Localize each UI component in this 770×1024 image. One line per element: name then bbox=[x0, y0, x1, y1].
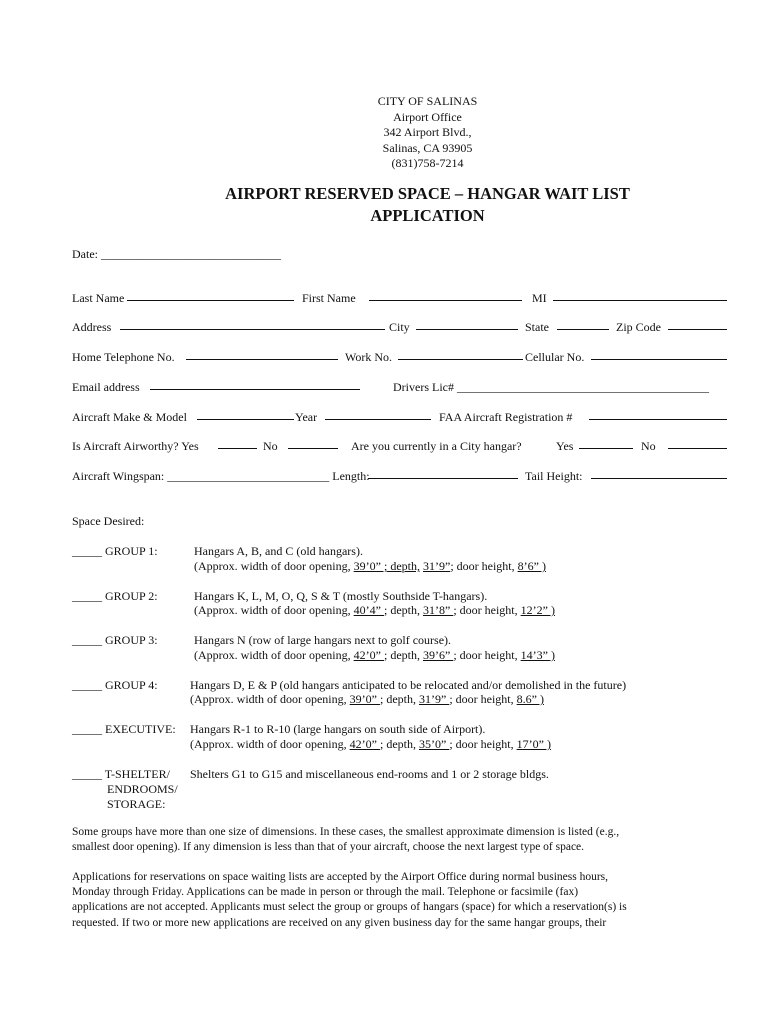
space-desired-label: Space Desired: bbox=[72, 514, 145, 528]
work-phone-label: Work No. bbox=[345, 350, 393, 364]
cell-phone-field[interactable] bbox=[591, 359, 727, 360]
executive-checkbox[interactable]: _____ EXECUTIVE: bbox=[72, 722, 176, 736]
city-hangar-no-label: No bbox=[641, 439, 656, 453]
tail-height-field[interactable] bbox=[591, 478, 727, 479]
faa-reg-label: FAA Aircraft Registration # bbox=[439, 410, 573, 424]
executive-description: Hangars R-1 to R-10 (large hangars on south side of Airport). bbox=[190, 722, 486, 736]
tshelter-description: Shelters G1 to G15 and miscellaneous end-rooms and 1 or 2 storage bldgs. bbox=[190, 767, 549, 781]
work-phone-field[interactable] bbox=[398, 359, 523, 360]
zip-field[interactable] bbox=[668, 329, 727, 330]
home-phone-label: Home Telephone No. bbox=[72, 350, 175, 364]
zip-label: Zip Code bbox=[616, 320, 661, 334]
group-1-dimensions: (Approx. width of door opening, 39’0” ; depth, 31’9”; door height, 8’6” ) bbox=[194, 559, 546, 573]
first-name-field[interactable] bbox=[369, 300, 522, 301]
tshelter-label-line3: STORAGE: bbox=[107, 797, 166, 811]
group-2-description: Hangars K, L, M, O, Q, S & T (mostly Southside T-hangars). bbox=[194, 589, 488, 603]
group-4-checkbox[interactable]: _____ GROUP 4: bbox=[72, 678, 158, 692]
year-field[interactable] bbox=[325, 419, 431, 420]
cell-phone-label: Cellular No. bbox=[525, 350, 585, 364]
city-state-zip: Salinas, CA 93905 bbox=[382, 140, 473, 155]
mi-field[interactable] bbox=[553, 300, 727, 301]
tshelter-label-line2: ENDROOMS/ bbox=[107, 782, 178, 796]
executive-dimensions: (Approx. width of door opening, 42’0” ; depth, 35’0” ; door height, 17’0” ) bbox=[190, 737, 551, 751]
office-name: Airport Office bbox=[393, 109, 462, 124]
applications-paragraph bbox=[72, 870, 727, 931]
form-title-line2: APPLICATION bbox=[370, 206, 485, 225]
mi-label: MI bbox=[532, 291, 547, 305]
applications-line1: Applications for reservations on space waiting lists are accepted by the Airport Office during normal business hours, bbox=[72, 871, 608, 883]
applications-line2: Monday through Friday. Applications can be made in person or through the mail. Telephone or facsimile (fax) bbox=[72, 886, 579, 899]
applications-line3: applications are not accepted. Applicants must select the group or groups of hangars (space) for which a reservation(s) is bbox=[72, 901, 627, 914]
email-label: Email address bbox=[72, 380, 140, 394]
group-4-description: Hangars D, E & P (old hangars anticipated to be relocated and/or demolished in the future) bbox=[190, 678, 627, 692]
city-hangar-label: Are you currently in a City hangar? bbox=[351, 439, 522, 453]
dimensions-note-line2: smallest door opening). If any dimension is less than that of your aircraft, choose the next largest type of space. bbox=[72, 841, 585, 854]
drivers-lic-field[interactable]: Drivers Lic# __________________________________________ bbox=[393, 380, 709, 394]
aircraft-make-field[interactable] bbox=[197, 419, 294, 420]
state-field[interactable] bbox=[557, 329, 609, 330]
org-name: CITY OF SALINAS bbox=[377, 94, 478, 108]
group-1-checkbox[interactable]: _____ GROUP 1: bbox=[72, 544, 158, 558]
letterhead bbox=[0, 94, 770, 172]
home-phone-field[interactable] bbox=[186, 359, 338, 360]
street-address: 342 Airport Blvd., bbox=[383, 125, 472, 139]
city-label: City bbox=[389, 320, 410, 334]
airworthy-no-field[interactable] bbox=[288, 448, 338, 449]
applications-line4: requested. If two or more new applications are received on any given business day for the same hangar groups, their bbox=[72, 916, 607, 929]
last-name-field[interactable] bbox=[127, 300, 294, 301]
length-field[interactable] bbox=[368, 478, 518, 479]
state-label: State bbox=[525, 320, 549, 334]
group-3-description: Hangars N (row of large hangars next to golf course). bbox=[194, 633, 452, 647]
address-label: Address bbox=[72, 320, 112, 334]
office-phone: (831)758-7214 bbox=[391, 156, 464, 170]
last-name-label: Last Name bbox=[72, 291, 125, 305]
city-hangar-yes-label: Yes bbox=[556, 439, 574, 453]
group-4-dimensions: (Approx. width of door opening, 39’0” ; depth, 31’9” ; door height, 8.6” ) bbox=[190, 692, 544, 706]
date-field[interactable]: Date: ______________________________ bbox=[72, 247, 281, 261]
aircraft-make-label: Aircraft Make & Model bbox=[72, 410, 187, 424]
email-field[interactable] bbox=[150, 389, 360, 390]
group-2-dimensions: (Approx. width of door opening, 40’4” ; depth, 31’8” ; door height, 12’2” ) bbox=[194, 603, 555, 617]
address-field[interactable] bbox=[120, 329, 385, 330]
dimensions-note bbox=[72, 825, 727, 855]
city-hangar-no-field[interactable] bbox=[668, 448, 727, 449]
form-title-line1: AIRPORT RESERVED SPACE – HANGAR WAIT LIST bbox=[225, 184, 630, 203]
form-title bbox=[0, 183, 770, 227]
city-hangar-yes-field[interactable] bbox=[579, 448, 633, 449]
city-field[interactable] bbox=[416, 329, 518, 330]
group-2-checkbox[interactable]: _____ GROUP 2: bbox=[72, 589, 158, 603]
group-3-checkbox[interactable]: _____ GROUP 3: bbox=[72, 633, 158, 647]
tail-height-label: Tail Height: bbox=[525, 469, 583, 483]
faa-reg-field[interactable] bbox=[589, 419, 727, 420]
airworthy-yes-field[interactable] bbox=[218, 448, 257, 449]
group-3-dimensions: (Approx. width of door opening, 42’0” ; depth, 39’6” ; door height, 14’3” ) bbox=[194, 648, 555, 662]
year-label: Year bbox=[295, 410, 318, 424]
dimensions-note-line1: Some groups have more than one size of dimensions. In these cases, the smallest approximate dimension is listed (e.g., bbox=[72, 826, 620, 838]
airworthy-label: Is Aircraft Airworthy? Yes bbox=[72, 439, 199, 453]
first-name-label: First Name bbox=[302, 291, 356, 305]
wingspan-length-field[interactable]: Aircraft Wingspan: ___________________________ Length: bbox=[72, 469, 370, 483]
tshelter-checkbox[interactable]: _____ T-SHELTER/ bbox=[72, 767, 170, 781]
group-1-description: Hangars A, B, and C (old hangars). bbox=[194, 544, 363, 558]
airworthy-no-label: No bbox=[263, 439, 278, 453]
